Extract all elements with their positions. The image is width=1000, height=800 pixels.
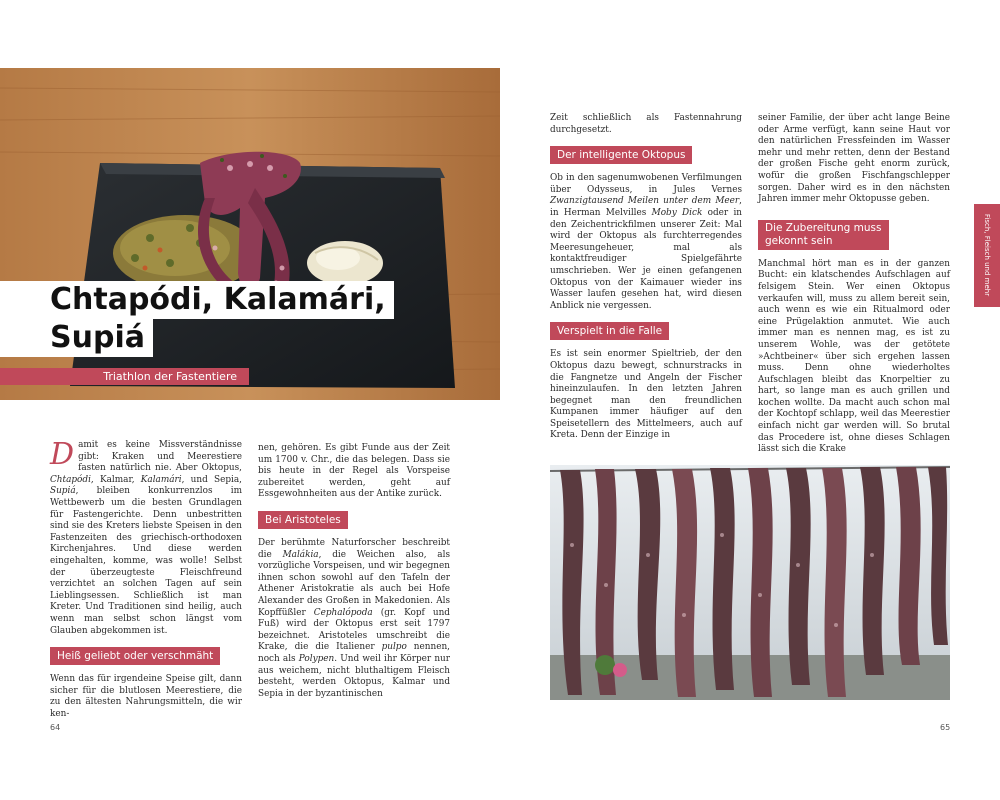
page-number-left: 64 xyxy=(50,723,61,732)
title-line-2: Supiá xyxy=(0,319,153,357)
paragraph: Manchmal hört man es in der ganzen Bucht: ein klatschendes Aufschlagen auf felsigem Stein. Wer einen Oktopus verkaufen will, muss zu allem bereit sein, auch wenn es wie ein Ritualmord oder eine Prügelaktion anmutet. Wie auch immer man es nennen mag, es ist zu unserem Wohle, was der getötete »Achtbeiner« über sich ergehen lassen muss. Denn ohne wiederholtes Aufschlagen bleibt das Knorpeltier zu hart, so lange man es auch grillen und kochen wollte. Da macht auch schon mal der Kochtopf schlapp, weil das Meerestier einfach nicht gar werden will. So brutal das Procedere ist, ohne dieses Schlagen lässt sich die Krake xyxy=(758,258,950,455)
paragraph: Es ist sein enormer Spieltrieb, der den Oktopus dazu bewegt, schnurstracks in die Fangnetze und Angeln der Fischer hineinzulaufen. In den letzten Jahren begegnet man den freundlichen Kumpanen immer häufiger auf den Speisetellern des Mittelmeers, auch auf Kreta. Denn der Einzige in xyxy=(550,349,742,441)
subhead-verspielt: Verspielt in die Falle xyxy=(550,322,669,340)
paragraph: Ob in den sagenumwobenen Verfilmungen über Odysseus, in Jules Vernes Zwanzigtausend Meilen unter dem Meer, in Herman Melvilles Moby Dick oder in den Zeichentrickfilmen unserer Zeit: Mal wird der Oktopus als furchterregendes Meeresungeheuer, mal als kontaktfreudiger Spielgefährte umschrieben. Wer je einen gefangenen Oktopus von der Kaimauer wieder ins Wasser laufen gesehen hat, wird diesen Anblick nie vergessen. xyxy=(550,173,743,311)
subhead-heiss-geliebt: Heiß geliebt oder verschmäht xyxy=(50,647,220,665)
drying-octopus-photo xyxy=(550,465,950,700)
chapter-tab[interactable] xyxy=(974,204,1000,307)
subhead-zubereitung xyxy=(758,220,889,250)
dropcap: D xyxy=(50,437,75,472)
subhead-intelligente-oktopus: Der intelligente Oktopus xyxy=(550,146,692,164)
subhead-line-2: gekonnt sein xyxy=(765,234,833,247)
paragraph: Zeit schließlich als Fastennahrung durchgesetzt. xyxy=(550,113,742,135)
subhead-bei-aristoteles: Bei Aristoteles xyxy=(258,511,348,529)
right-column-2 xyxy=(758,113,950,456)
paragraph: seiner Familie, der über acht lange Beine oder Arme verfügt, kann seine Haut vor den natürlichen Fressfeinden im Wasser mehr und mehr retten, denn der Bestand der großen Fische geht enorm zurück, wofür die großen Fischfangschlepper sorgen. Daher wird es in den nächsten Jahren immer mehr Oktopusse geben. xyxy=(758,113,950,205)
subhead-line-1: Die Zubereitung muss xyxy=(765,221,882,234)
article-subtitle: Triathlon der Fastentiere xyxy=(0,368,249,385)
intro-paragraph: amit es keine Missverständnisse gibt: Kraken und Meerestiere fasten natürlich nie. Aber Oktopus, Chtapódi, Kalmar, Kalamári, und Sepia, Supiá, bleiben konkurrenzlos im Wettbewerb um die besten Grundlagen für Fastengerichte. Denn unbestritten sind sie des Kreters liebste Speisen in den Fastenzeiten des griechisch-orthodoxen Kirchenjahres. Und diese werden eingehalten, komme, was wolle! Selbst der überzeugteste Fleischfreund verzichtet an solchen Tagen auf sein Lieblingsessen. Schließlich ist man Kreter. Und Traditionen sind heilig, auch wenn man selbst schon längst vom Glauben abgekommen ist. xyxy=(50,440,242,636)
chapter-tab-label: Fisch, Fleisch und mehr xyxy=(983,213,991,297)
paragraph: Wenn das für irgendeine Speise gilt, dann sicher für die blutlosen Meerestiere, die zu den ältesten Nahrungsmitteln, die wir ken- xyxy=(50,674,242,719)
paragraph: Der berühmte Naturforscher beschreibt die Malákia, die Weichen also, als vorzügliche Vorspeisen, und wir begegnen ihnen schon sowohl auf den Tafeln der Athener Aristokratie als auch bei Hofe Alexander des Großen in Makedonien. Als Kopffüßler Cephalópoda (gr. Kopf und Fuß) wird der Oktopus erst seit 1797 bezeichnet. Aristoteles umschreibt die Krake, die die Italiener pulpo nennen, noch als Polypen. Und weil ihr Körper nur aus weichem, nicht bluthaltigem Fleisch besteht, werden Oktopus, Kalmar und Sepia in der byzantinischen xyxy=(258,537,450,699)
article-title xyxy=(0,281,394,357)
left-column-2 xyxy=(258,443,450,700)
right-column-1 xyxy=(550,113,742,442)
page-number-right: 65 xyxy=(940,723,951,732)
paragraph: nen, gehören. Es gibt Funde aus der Zeit um 1700 v. Chr., die das belegen. Dass sie bis heute in der Regel als Vorspeise zubereitet werden, geht auf Essgewohnheiten aus der Antike zurück. xyxy=(258,443,450,500)
left-column-1 xyxy=(50,437,242,720)
title-line-1: Chtapódi, Kalamári, xyxy=(0,281,394,319)
